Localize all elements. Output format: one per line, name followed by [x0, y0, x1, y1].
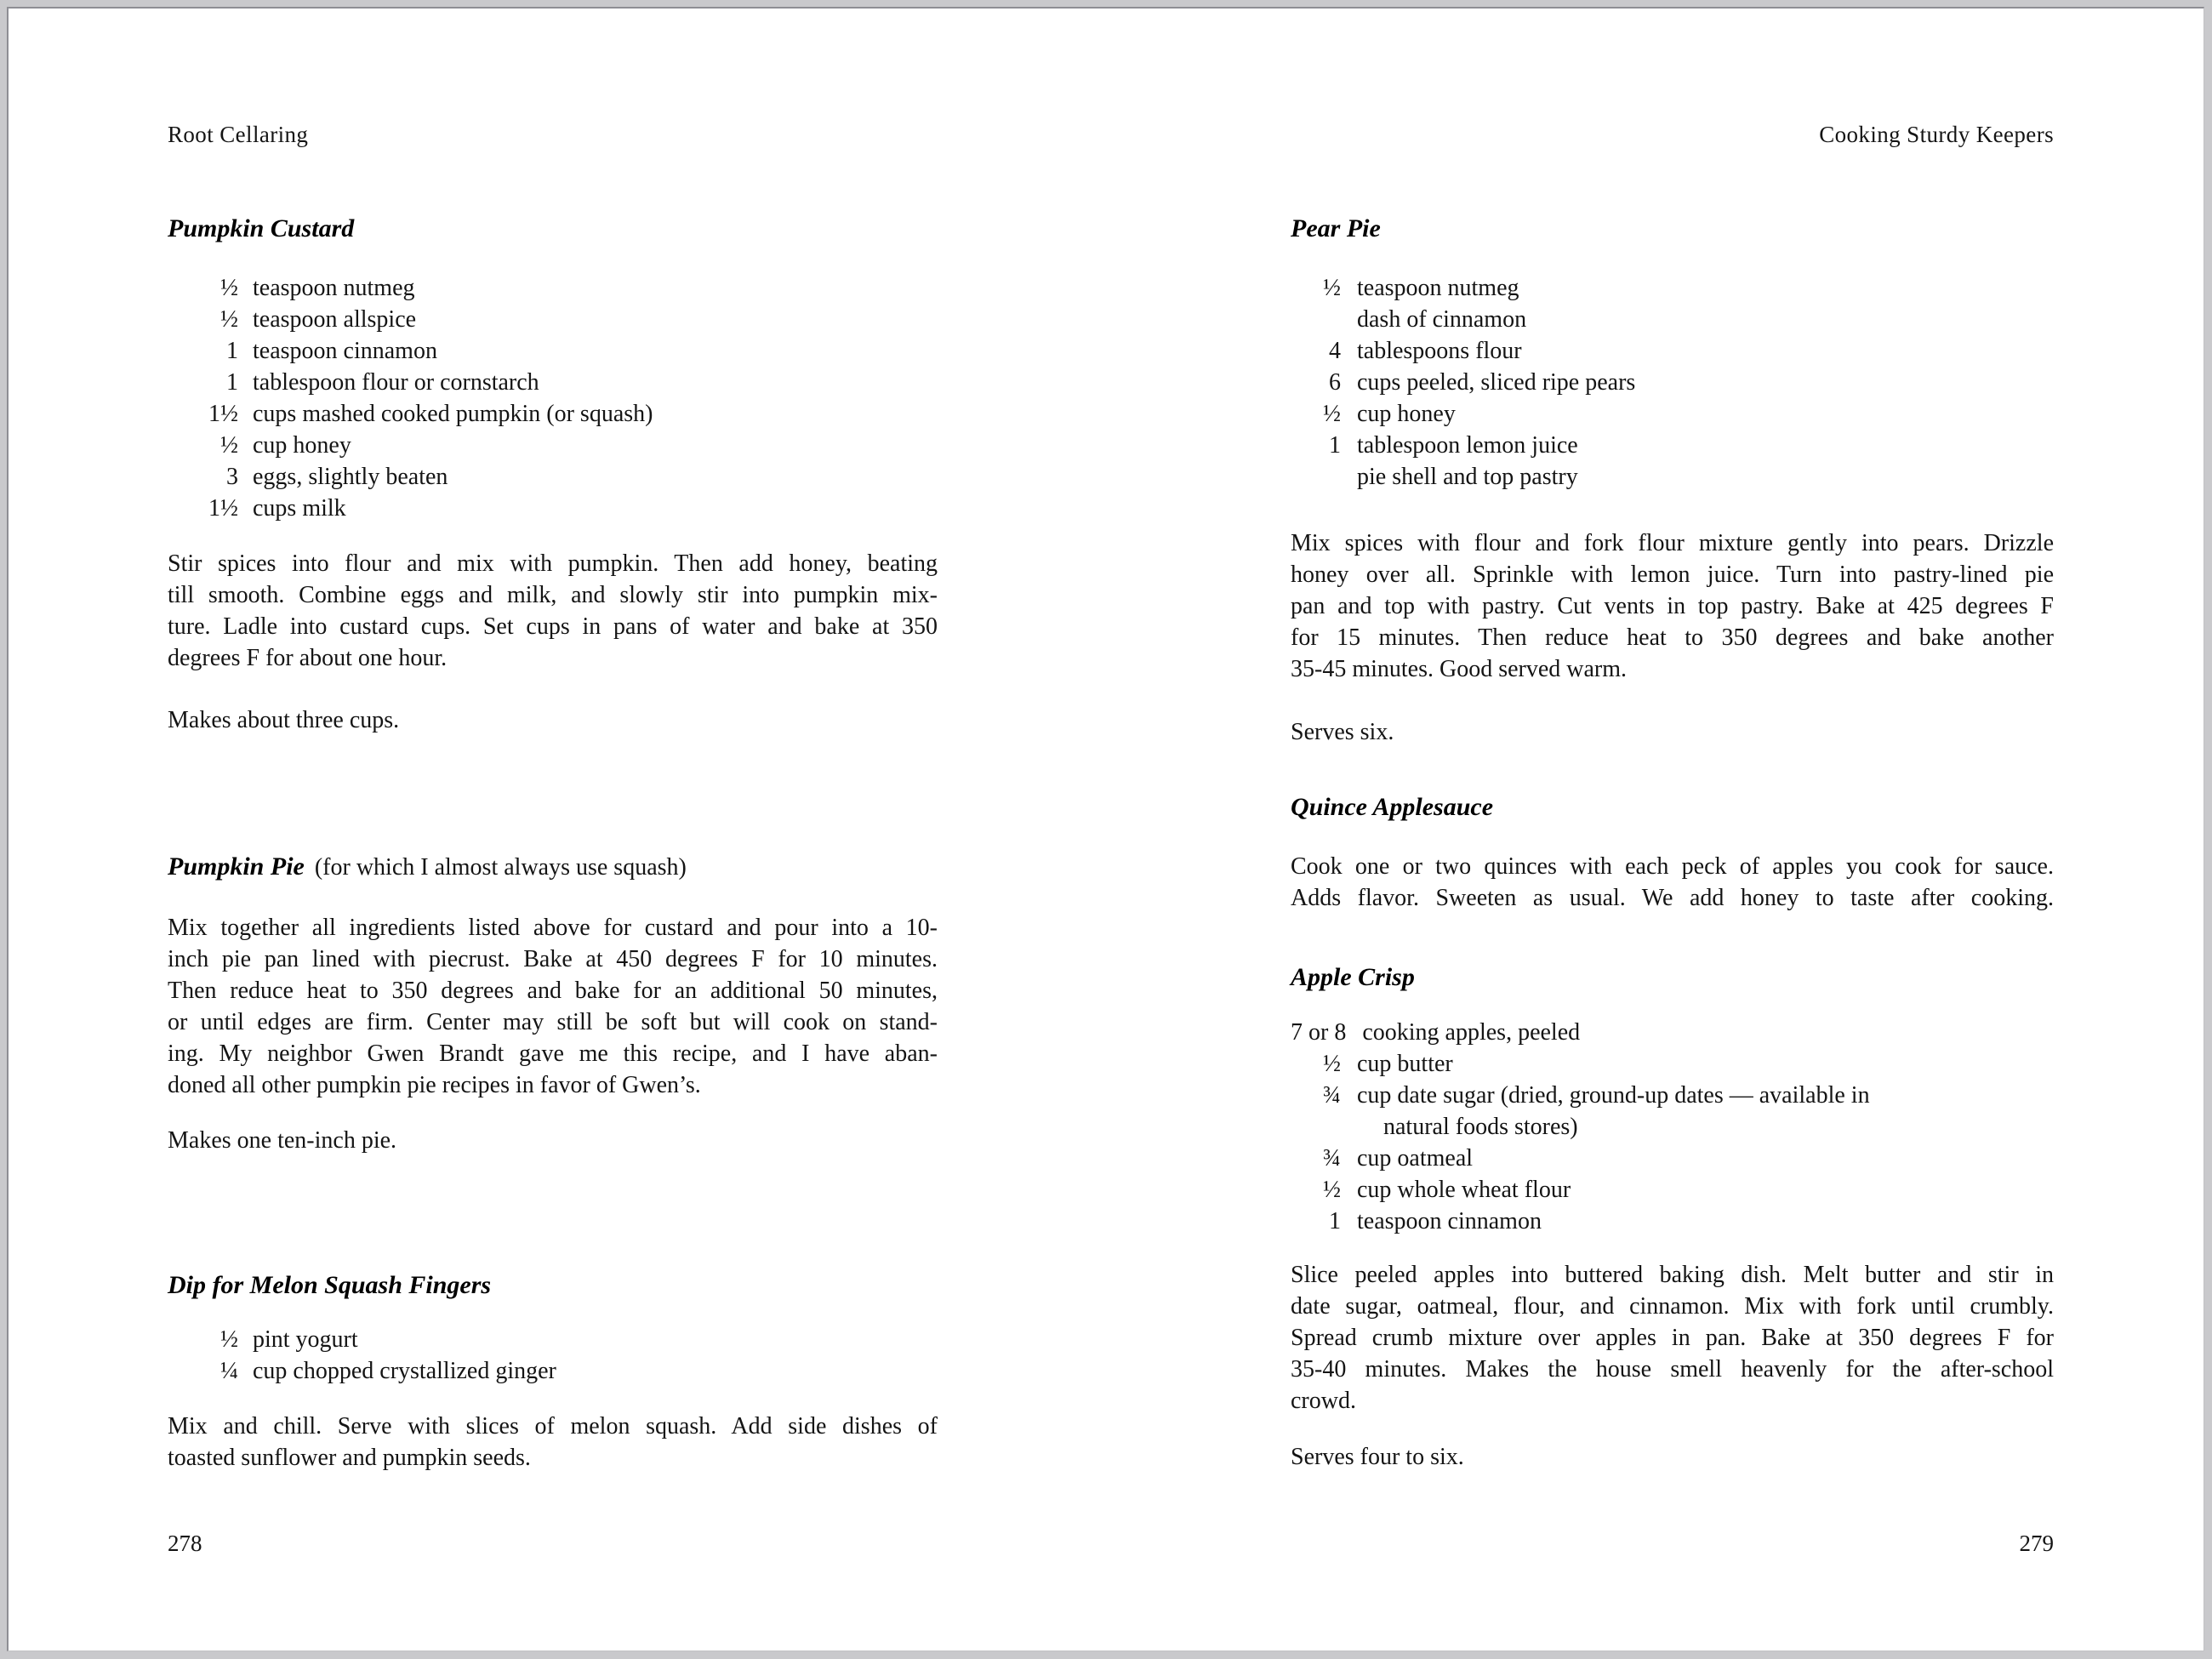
ingredient-qty: 7 or 8 [1291, 1019, 1347, 1046]
paragraph-line: toasted sunflower and pumpkin seeds. [168, 1445, 531, 1471]
ingredient-text: dash of cinnamon [1357, 306, 1527, 333]
ingredient-row [1291, 461, 2054, 493]
ingredient-text: cup whole wheat flour [1357, 1177, 1571, 1203]
book-spread-page [7, 7, 2204, 1651]
ingredient-text: cups mashed cooked pumpkin (or squash) [253, 401, 653, 427]
paragraph-apple-crisp [1291, 1259, 2054, 1417]
paragraph-line: Mix spices with flour and fork flour mixture gently into pears. Drizzle [1291, 530, 2054, 556]
paragraph-pumpkin-custard [168, 548, 938, 674]
ingredient-text: teaspoon cinnamon [1357, 1208, 1542, 1234]
ingredient-row [1291, 1048, 2054, 1080]
ingredient-row [1291, 1080, 2054, 1111]
ingredient-qty: 1 [226, 369, 238, 396]
ingredient-row [1291, 398, 2054, 430]
paragraph-line: Adds flavor. Sweeten as usual. We add honey to taste after cooking. [1291, 885, 2054, 911]
recipe-title-dip [168, 1269, 491, 1302]
paragraph-line: honey over all. Sprinkle with lemon juice. Turn into pastry-lined pie [1291, 562, 2054, 588]
ingredient-row [1291, 367, 2054, 398]
paragraph-dip [168, 1411, 938, 1474]
ingredient-list-apple-crisp [1291, 1017, 2054, 1237]
ingredient-text: cups peeled, sliced ripe pears [1357, 369, 1636, 396]
ingredient-qty: ½ [220, 432, 238, 459]
ingredient-row [168, 461, 938, 493]
recipe-title-text: Apple Crisp [1291, 963, 1415, 991]
paragraph-line: Stir spices into flour and mix with pumpkin. Then add honey, beating [168, 550, 938, 577]
paragraph-line: 35-40 minutes. Makes the house smell heavenly for the after-school [1291, 1356, 2054, 1382]
ingredient-qty: 1 [226, 338, 238, 364]
ingredient-row [1291, 430, 2054, 461]
ingredient-qty: ½ [1323, 1177, 1341, 1203]
recipe-title-text: Dip for Melon Squash Fingers [168, 1271, 492, 1299]
paragraph-line: ing. My neighbor Gwen Brandt gave me this recipe, and I have aban- [168, 1040, 938, 1067]
ingredient-qty: ½ [220, 275, 238, 301]
ingredient-text: pie shell and top pastry [1357, 464, 1578, 490]
paragraph-line: Slice peeled apples into buttered baking dish. Melt butter and stir in [1291, 1262, 2054, 1288]
ingredient-qty [1291, 1111, 1357, 1143]
paragraph-line: date sugar, oatmeal, flour, and cinnamon. Mix with fork until crumbly. [1291, 1293, 2054, 1320]
ingredient-text: eggs, slightly beaten [253, 464, 448, 490]
ingredient-text: pint yogurt [253, 1326, 358, 1353]
ingredient-text: cooking apples, peeled [1362, 1019, 1581, 1046]
paragraph-line: Then reduce heat to 350 degrees and bake for an additional 50 minutes, [168, 978, 938, 1004]
recipe-title-pumpkin-custard [168, 213, 354, 245]
ingredient-row [1291, 272, 2054, 304]
ingredient-list-pear-pie [1291, 272, 2054, 493]
ingredient-row [1291, 335, 2054, 367]
paragraph-quince-applesauce [1291, 851, 2054, 914]
ingredient-row [168, 367, 938, 398]
ingredient-text: tablespoon lemon juice [1357, 432, 1578, 459]
ingredient-text: teaspoon allspice [253, 306, 417, 333]
ingredient-list-dip [168, 1324, 938, 1387]
yield-line: Makes one ten-inch pie. [168, 1127, 397, 1154]
ingredient-row [168, 1355, 938, 1387]
ingredient-qty: 1½ [208, 495, 238, 522]
paragraph-line: Spread crumb mixture over apples in pan. Bake at 350 degrees F for [1291, 1325, 2054, 1351]
ingredient-qty: 1½ [208, 401, 238, 427]
recipe-title-apple-crisp [1291, 961, 1415, 994]
ingredient-row [1291, 1143, 2054, 1174]
paragraph-line: Mix and chill. Serve with slices of melon squash. Add side dishes of [168, 1413, 938, 1440]
yield-line: Serves six. [1291, 719, 1394, 745]
ingredient-text: teaspoon nutmeg [253, 275, 415, 301]
ingredient-text: cup butter [1357, 1051, 1453, 1077]
running-head-right: Cooking Sturdy Keepers [1819, 122, 2054, 147]
yield-line: Makes about three cups. [168, 707, 400, 733]
ingredient-qty: 6 [1329, 369, 1341, 396]
ingredient-row [168, 430, 938, 461]
ingredient-text: teaspoon cinnamon [253, 338, 437, 364]
paragraph-pumpkin-pie [168, 912, 938, 1101]
recipe-title-pumpkin-pie [168, 851, 687, 884]
paragraph-line: Cook one or two quinces with each peck of apples you cook for sauce. [1291, 853, 2054, 880]
paragraph-line: till smooth. Combine eggs and milk, and slowly stir into pumpkin mix- [168, 582, 938, 608]
ingredient-text: cup oatmeal [1357, 1145, 1474, 1172]
ingredient-text: teaspoon nutmeg [1357, 275, 1519, 301]
ingredient-qty: ½ [1323, 1051, 1341, 1077]
ingredient-row [168, 1324, 938, 1355]
recipe-title-text: Pumpkin Pie [168, 852, 305, 881]
ingredient-qty: ¾ [1323, 1082, 1341, 1109]
recipe-title-text: Quince Applesauce [1291, 793, 1494, 821]
paragraph-line: for 15 minutes. Then reduce heat to 350 degrees and bake another [1291, 624, 2054, 651]
recipe-title-text: Pear Pie [1291, 214, 1381, 242]
ingredient-row [168, 335, 938, 367]
yield-line: Serves four to six. [1291, 1444, 1464, 1470]
ingredient-qty [1291, 461, 1357, 493]
running-head-left: Root Cellaring [168, 122, 309, 147]
ingredient-text: cups milk [253, 495, 346, 522]
ingredient-qty: 3 [226, 464, 238, 490]
paragraph-line: crowd. [1291, 1388, 1356, 1414]
ingredient-row [168, 272, 938, 304]
paragraph-line: 35-45 minutes. Good served warm. [1291, 656, 1628, 682]
ingredient-row [1291, 1017, 2054, 1048]
ingredient-qty [1291, 304, 1357, 335]
ingredient-qty: ¼ [220, 1358, 238, 1384]
ingredient-row [1291, 304, 2054, 335]
ingredient-qty: 4 [1329, 338, 1341, 364]
paragraph-line: or until edges are firm. Center may still be soft but will cook on stand- [168, 1009, 938, 1035]
ingredient-qty: ½ [220, 306, 238, 333]
page-number-right: 279 [2019, 1531, 2054, 1556]
ingredient-text: tablespoon flour or cornstarch [253, 369, 539, 396]
paragraph-pear-pie [1291, 527, 2054, 685]
paragraph-line: doned all other pumpkin pie recipes in favor of Gwen’s. [168, 1072, 701, 1098]
ingredient-qty: ½ [1323, 401, 1341, 427]
recipe-title-pear-pie [1291, 213, 1381, 245]
ingredient-row [168, 304, 938, 335]
ingredient-row-continuation [1291, 1111, 2054, 1143]
ingredient-text: cup honey [1357, 401, 1456, 427]
ingredient-list-pumpkin-custard [168, 272, 938, 524]
ingredient-qty: ½ [1323, 275, 1341, 301]
ingredient-qty: ½ [220, 1326, 238, 1353]
paragraph-line: pan and top with pastry. Cut vents in top pastry. Bake at 425 degrees F [1291, 593, 2054, 619]
page-number-left: 278 [168, 1531, 202, 1556]
recipe-title-text: Pumpkin Custard [168, 214, 355, 242]
ingredient-qty: 1 [1329, 432, 1341, 459]
ingredient-row [1291, 1174, 2054, 1206]
paragraph-line: ture. Ladle into custard cups. Set cups in pans of water and bake at 350 [168, 613, 938, 640]
ingredient-row [1291, 1206, 2054, 1237]
ingredient-row [168, 398, 938, 430]
recipe-title-note: (for which I almost always use squash) [314, 854, 687, 881]
paragraph-line: Mix together all ingredients listed above for custard and pour into a 10- [168, 915, 938, 941]
ingredient-text: cup honey [253, 432, 351, 459]
ingredient-row [168, 493, 938, 524]
ingredient-text: tablespoons flour [1357, 338, 1522, 364]
paragraph-line: degrees F for about one hour. [168, 645, 448, 671]
ingredient-text: cup chopped crystallized ginger [253, 1358, 556, 1384]
ingredient-text: natural foods stores) [1383, 1114, 1578, 1140]
ingredient-qty: 1 [1329, 1208, 1341, 1234]
paragraph-line: inch pie pan lined with piecrust. Bake at 450 degrees F for 10 minutes. [168, 946, 938, 972]
ingredient-text: cup date sugar (dried, ground-up dates — available in [1357, 1082, 1870, 1109]
ingredient-qty: ¾ [1323, 1145, 1341, 1172]
recipe-title-quince-applesauce [1291, 791, 1493, 824]
